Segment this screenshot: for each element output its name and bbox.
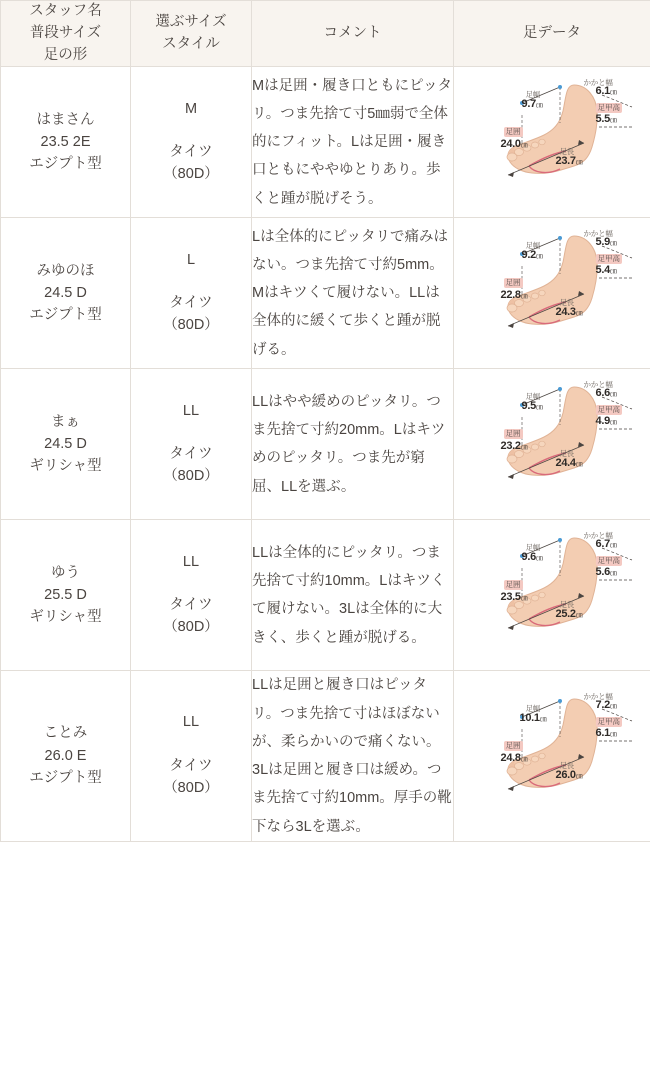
size-style: タイツ （80D） — [163, 597, 219, 636]
foot-length-label: 足長 — [559, 449, 575, 459]
instep-height-value: 5.5㎝ — [595, 113, 617, 126]
foot-width-label: 足幅 — [525, 241, 541, 251]
instep-height-value: 6.1㎝ — [595, 727, 617, 740]
instep-height-label: 足甲高 — [597, 103, 620, 113]
chosen-size-cell: LL タイツ （80D） — [131, 369, 252, 520]
foot-width-label: 足幅 — [525, 704, 541, 714]
staff-name-cell: はまさん 23.5 2E エジプト型 — [1, 67, 131, 218]
header-chosen-size: 選ぶサイズ スタイル — [131, 1, 252, 67]
foot-diagram — [456, 218, 649, 368]
foot-width-value: 9.2㎝ — [521, 249, 543, 262]
heel-width-label: かかと幅 — [583, 531, 613, 541]
foot-circumference-label: 足囲 — [505, 127, 521, 137]
foot-illustration-icon — [456, 67, 649, 217]
staff-name-cell: まぁ 24.5 D ギリシャ型 — [1, 369, 131, 520]
table-row — [1, 520, 650, 671]
instep-height-value: 5.4㎝ — [595, 264, 617, 277]
foot-circumference-value: 24.8㎝ — [500, 752, 528, 765]
foot-data-cell — [454, 218, 650, 369]
table-body — [1, 67, 650, 842]
comment-cell: LLはやや緩めのピッタリ。つま先捨て寸約20mm。Lはキツめのピッタリ。つま先が窮屈、LLを選ぶ。 — [252, 369, 454, 520]
foot-illustration-icon — [456, 520, 649, 670]
size-style: タイツ （80D） — [163, 758, 219, 796]
comment-cell: Mは足囲・履き口ともにピッタリ。つま先捨て寸5㎜弱で全体的にフィット。Lは足囲・履き口ともにややゆとりあり。歩くと踵が脱げそう。 — [252, 67, 454, 218]
chosen-size-cell: LL タイツ （80D） — [131, 671, 252, 842]
instep-height-label: 足甲高 — [597, 556, 620, 566]
staff-name-cell: ことみ 26.0 E エジプト型 — [1, 671, 131, 842]
instep-height-value: 5.6㎝ — [595, 566, 617, 579]
foot-diagram — [456, 67, 649, 217]
size-style: タイツ （80D） — [163, 144, 219, 183]
foot-length-value: 24.3㎝ — [555, 306, 583, 319]
chosen-size-cell: M タイツ （80D） — [131, 67, 252, 218]
foot-width-label: 足幅 — [525, 392, 541, 402]
chosen-size-cell: LL タイツ （80D） — [131, 520, 252, 671]
foot-circumference-label: 足囲 — [505, 278, 521, 288]
comment-cell: Lは全体的にピッタリで痛みはない。つま先捨て寸約5mm。Mはキツくて履けない。LLは全体的に緩くて歩くと踵が脱げる。 — [252, 218, 454, 369]
instep-height-label: 足甲高 — [597, 405, 620, 415]
heel-width-value: 6.1㎝ — [595, 85, 617, 98]
heel-width-value: 7.2㎝ — [595, 699, 617, 712]
foot-length-label: 足長 — [559, 298, 575, 308]
table-header — [1, 1, 650, 67]
table-row — [1, 671, 650, 842]
table-row — [1, 369, 650, 520]
chosen-size-cell: L タイツ （80D） — [131, 218, 252, 369]
foot-circumference-value: 22.8㎝ — [500, 289, 528, 302]
heel-width-label: かかと幅 — [583, 229, 613, 239]
foot-length-value: 25.2㎝ — [555, 608, 583, 621]
foot-length-value: 24.4㎝ — [555, 457, 583, 470]
foot-length-label: 足長 — [559, 761, 575, 771]
foot-width-value: 9.6㎝ — [521, 551, 543, 564]
size-style: タイツ （80D） — [163, 295, 219, 334]
table-row — [1, 67, 650, 218]
heel-width-label: かかと幅 — [583, 78, 613, 88]
foot-width-value: 9.7㎝ — [521, 98, 543, 111]
foot-circumference-value: 23.2㎝ — [500, 440, 528, 453]
foot-width-label: 足幅 — [525, 90, 541, 100]
foot-circumference-label: 足囲 — [505, 429, 521, 439]
foot-data-cell — [454, 67, 650, 218]
foot-illustration-icon — [456, 218, 649, 368]
foot-length-label: 足長 — [559, 147, 575, 157]
instep-height-value: 4.9㎝ — [595, 415, 617, 428]
foot-data-cell — [454, 671, 650, 842]
foot-data-cell — [454, 369, 650, 520]
foot-illustration-icon — [456, 681, 649, 831]
foot-diagram — [456, 369, 649, 519]
header-comment: コメント — [252, 1, 454, 67]
size-style: タイツ （80D） — [163, 446, 219, 485]
header-foot-data: 足データ — [454, 1, 650, 67]
foot-circumference-label: 足囲 — [505, 741, 521, 751]
foot-illustration-icon — [456, 369, 649, 519]
foot-width-value: 10.1㎝ — [519, 712, 547, 725]
foot-circumference-value: 24.0㎝ — [500, 138, 528, 151]
table-row — [1, 218, 650, 369]
foot-length-value: 26.0㎝ — [555, 769, 583, 782]
heel-width-value: 5.9㎝ — [595, 236, 617, 249]
foot-length-label: 足長 — [559, 600, 575, 610]
heel-width-value: 6.7㎝ — [595, 538, 617, 551]
comment-cell: LLは全体的にピッタリ。つま先捨て寸約10mm。Lはキツくて履けない。3Lは全体的に大きく、歩くと踵が脱げる。 — [252, 520, 454, 671]
foot-circumference-label: 足囲 — [505, 580, 521, 590]
foot-circumference-value: 23.5㎝ — [500, 591, 528, 604]
instep-height-label: 足甲高 — [597, 254, 620, 264]
foot-diagram — [456, 681, 649, 831]
instep-height-label: 足甲高 — [597, 717, 620, 727]
foot-diagram — [456, 520, 649, 670]
foot-width-label: 足幅 — [525, 543, 541, 553]
foot-width-value: 9.5㎝ — [521, 400, 543, 413]
heel-width-value: 6.6㎝ — [595, 387, 617, 400]
foot-length-value: 23.7㎝ — [555, 155, 583, 168]
staff-name-cell: みゆのほ 24.5 D エジプト型 — [1, 218, 131, 369]
heel-width-label: かかと幅 — [583, 692, 613, 702]
foot-data-cell — [454, 520, 650, 671]
staff-name-cell: ゆう 25.5 D ギリシャ型 — [1, 520, 131, 671]
heel-width-label: かかと幅 — [583, 380, 613, 390]
header-staff-name: スタッフ名 普段サイズ 足の形 — [1, 1, 131, 67]
comment-cell: LLは足囲と履き口はピッタリ。つま先捨て寸はほぼないが、柔らかいので痛くない。3Lは足囲と履き口は緩め。つま先捨て寸約10mm。厚手の靴下なら3Lを選ぶ。 — [252, 671, 454, 842]
table-header-row — [1, 1, 650, 67]
